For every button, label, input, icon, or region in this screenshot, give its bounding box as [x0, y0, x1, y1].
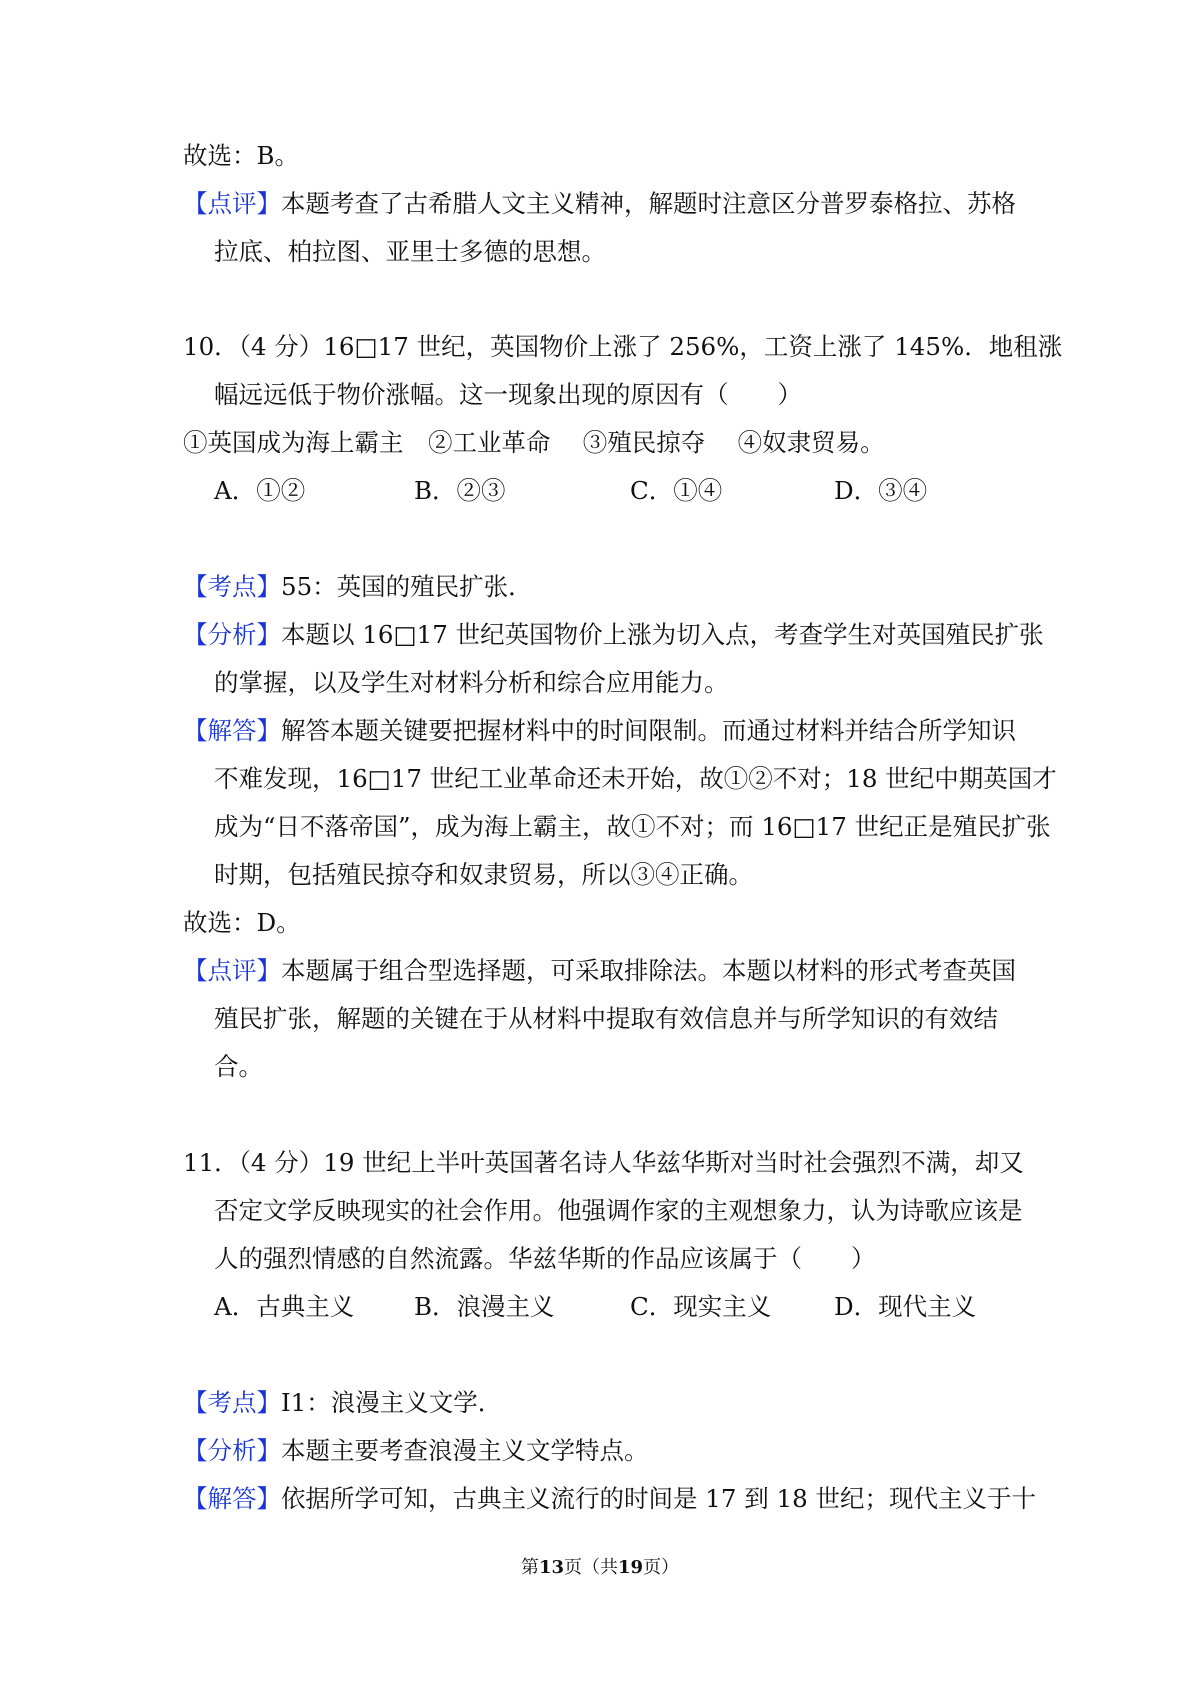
q10-option-a: A．①②: [214, 476, 306, 505]
solution-tag: 【解答】: [183, 1484, 281, 1513]
page-number: 13: [538, 1557, 564, 1578]
q11-stem-line-1: 11．（4 分）19 世纪上半叶英国著名诗人华兹华斯对当时社会强烈不满，却又: [183, 1148, 1024, 1177]
q10-option-d: D．③④: [834, 476, 928, 505]
q11-point: 【考点】I1：浪漫主义文学．: [183, 1388, 503, 1417]
q9-review-line-1: 本题考查了古希腊人文主义精神，解题时注意区分普罗泰格拉、苏格: [281, 189, 1016, 218]
q11-option-c: C．现实主义: [630, 1292, 772, 1321]
point-tag: 【考点】: [183, 572, 281, 601]
q10-stem-line-2: 幅远远低于物价涨幅。这一现象出现的原因有（ ）: [214, 380, 802, 409]
q10-analysis: 【分析】本题以 16□17 世纪英国物价上涨为切入点，考查学生对英国殖民扩张: [183, 620, 1044, 649]
q11-option-a: A．古典主义: [214, 1292, 355, 1321]
q10-analysis-line-2: 的掌握，以及学生对材料分析和综合应用能力。: [214, 668, 729, 697]
q10-review: 【点评】本题属于组合型选择题，可采取排除法。本题以材料的形式考查英国: [183, 956, 1016, 985]
q10-solution: 【解答】解答本题关键要把握材料中的时间限制。而通过材料并结合所学知识: [183, 716, 1016, 745]
q10-solution-line-2: 不难发现，16□17 世纪工业革命还未开始，故①②不对；18 世纪中期英国才: [214, 764, 1057, 793]
q10-option-b: B．②③: [414, 476, 506, 505]
q11-solution: 【解答】依据所学可知，古典主义流行的时间是 17 到 18 世纪；现代主义于十: [183, 1484, 1036, 1513]
solution-tag: 【解答】: [183, 716, 281, 745]
q10-point: 【考点】55：英国的殖民扩张．: [183, 572, 533, 601]
q9-answer: 故选：B。: [183, 141, 300, 170]
q10-choices: ①英国成为海上霸主 ②工业革命 ③殖民掠夺 ④奴隶贸易。: [183, 428, 885, 457]
analysis-tag: 【分析】: [183, 620, 281, 649]
q11-option-b: B．浪漫主义: [414, 1292, 555, 1321]
q9-review-line-2: 拉底、柏拉图、亚里士多德的思想。: [214, 237, 606, 266]
analysis-tag: 【分析】: [183, 1436, 281, 1465]
page-total: 19: [618, 1557, 644, 1578]
q10-solution-line-3: 成为“日不落帝国”，成为海上霸主，故①不对；而 16□17 世纪正是殖民扩张: [214, 812, 1051, 841]
q10-stem-line-1: 10．（4 分）16□17 世纪，英国物价上涨了 256%，工资上涨了 145%．地租涨: [183, 332, 1063, 361]
q10-review-line-3: 合。: [214, 1052, 263, 1081]
q10-review-line-2: 殖民扩张，解题的关键在于从材料中提取有效信息并与所学知识的有效结: [214, 1004, 998, 1033]
q10-option-c: C．①④: [630, 476, 723, 505]
q11-analysis: 【分析】本题主要考查浪漫主义文学特点。: [183, 1436, 649, 1465]
point-tag: 【考点】: [183, 1388, 281, 1417]
q10-solution-line-4: 时期，包括殖民掠夺和奴隶贸易，所以③④正确。: [214, 860, 753, 889]
review-tag: 【点评】: [183, 956, 281, 985]
q11-stem-line-2: 否定文学反映现实的社会作用。他强调作家的主观想象力，认为诗歌应该是: [214, 1196, 1023, 1225]
q10-answer: 故选：D。: [183, 908, 301, 937]
q11-option-d: D．现代主义: [834, 1292, 977, 1321]
page-footer: 第13页（共19页）: [520, 1557, 680, 1578]
q11-stem-line-3: 人的强烈情感的自然流露。华兹华斯的作品应该属于（ ）: [214, 1244, 876, 1273]
review-tag: 【点评】: [183, 189, 281, 218]
q9-review: [183, 189, 1016, 219]
